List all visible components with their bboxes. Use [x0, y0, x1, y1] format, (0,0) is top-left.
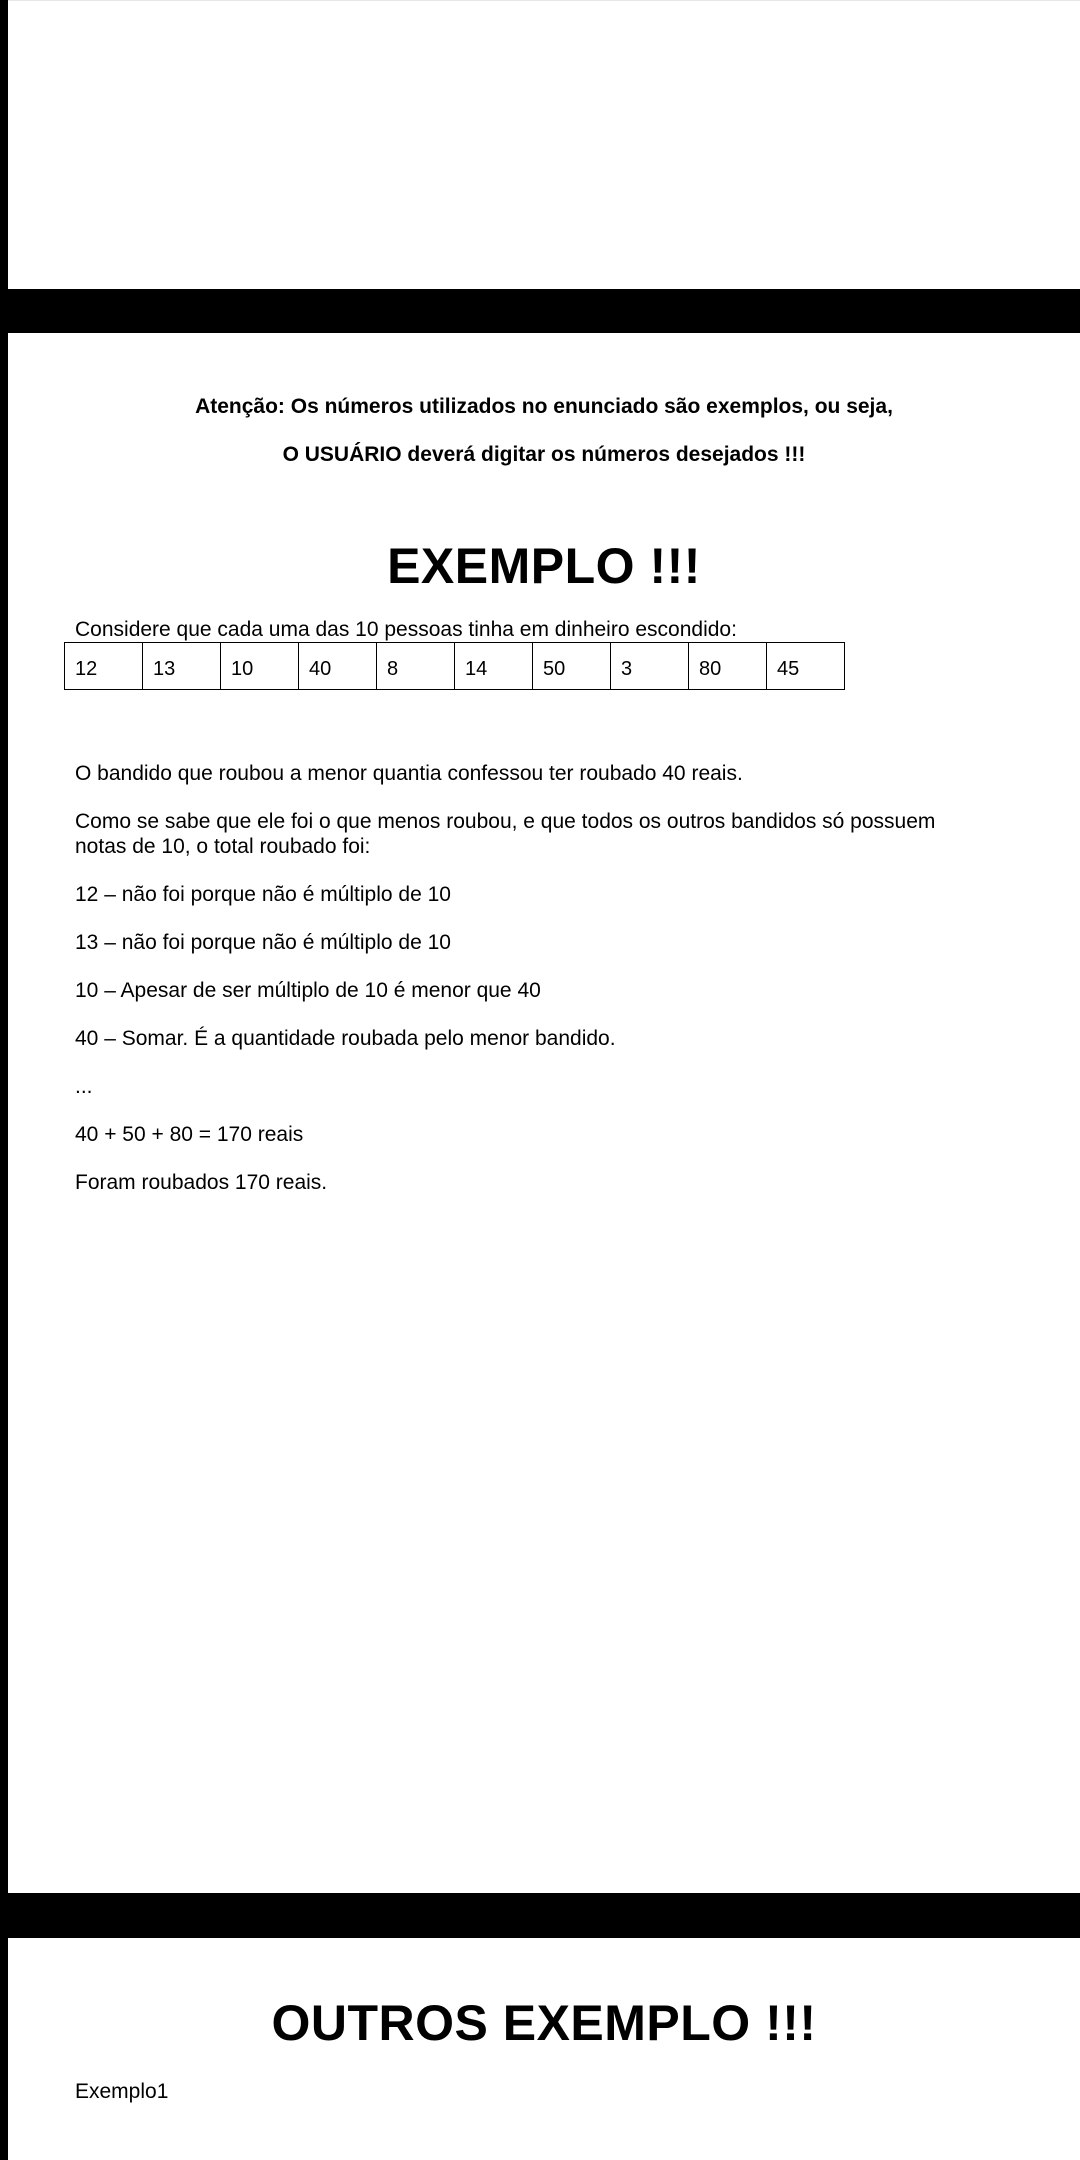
- sum-line: 40 + 50 + 80 = 170 reais: [75, 1123, 304, 1146]
- step-3: 10 – Apesar de ser múltiplo de 10 é menor que 40: [75, 979, 541, 1002]
- amounts-table: [64, 642, 845, 690]
- amount-cell: 10: [221, 643, 299, 690]
- notice-line-2: O USUÁRIO deverá digitar os números desejados !!!: [282, 443, 806, 466]
- step-4: 40 – Somar. É a quantidade roubada pelo menor bandido.: [75, 1027, 616, 1050]
- amount-cell: 45: [767, 643, 845, 690]
- amount-cell: 80: [689, 643, 767, 690]
- step-2: 13 – não foi porque não é múltiplo de 10: [75, 931, 451, 954]
- others-title: OUTROS EXEMPLO !!!: [271, 1995, 817, 2051]
- amount-cell: 40: [299, 643, 377, 690]
- result-line: Foram roubados 170 reais.: [75, 1171, 328, 1194]
- step-1: 12 – não foi porque não é múltiplo de 10: [75, 883, 451, 906]
- amount-cell: 8: [377, 643, 455, 690]
- example-title: EXEMPLO !!!: [387, 538, 701, 594]
- page-top: [8, 0, 1080, 289]
- amount-cell: 14: [455, 643, 533, 690]
- ellipsis: ...: [75, 1075, 93, 1098]
- confession-text: O bandido que roubou a menor quantia confessou ter roubado 40 reais.: [75, 762, 743, 785]
- explanation-line-2: notas de 10, o total roubado foi:: [75, 835, 371, 858]
- amount-cell: 12: [65, 643, 143, 690]
- page-bottom: [8, 1938, 1080, 2160]
- notice-line-1: Atenção: Os números utilizados no enunciado são exemplos, ou seja,: [195, 395, 893, 418]
- amount-cell: 13: [143, 643, 221, 690]
- explanation-line-1: Como se sabe que ele foi o que menos roubou, e que todos os outros bandidos só possuem: [75, 810, 936, 833]
- intro-text: Considere que cada uma das 10 pessoas tinha em dinheiro escondido:: [75, 618, 737, 641]
- amount-cell: 3: [611, 643, 689, 690]
- page-main: [8, 333, 1080, 1893]
- amount-cell: 50: [533, 643, 611, 690]
- example-label: Exemplo1: [75, 2080, 169, 2103]
- amounts-row: [65, 643, 845, 690]
